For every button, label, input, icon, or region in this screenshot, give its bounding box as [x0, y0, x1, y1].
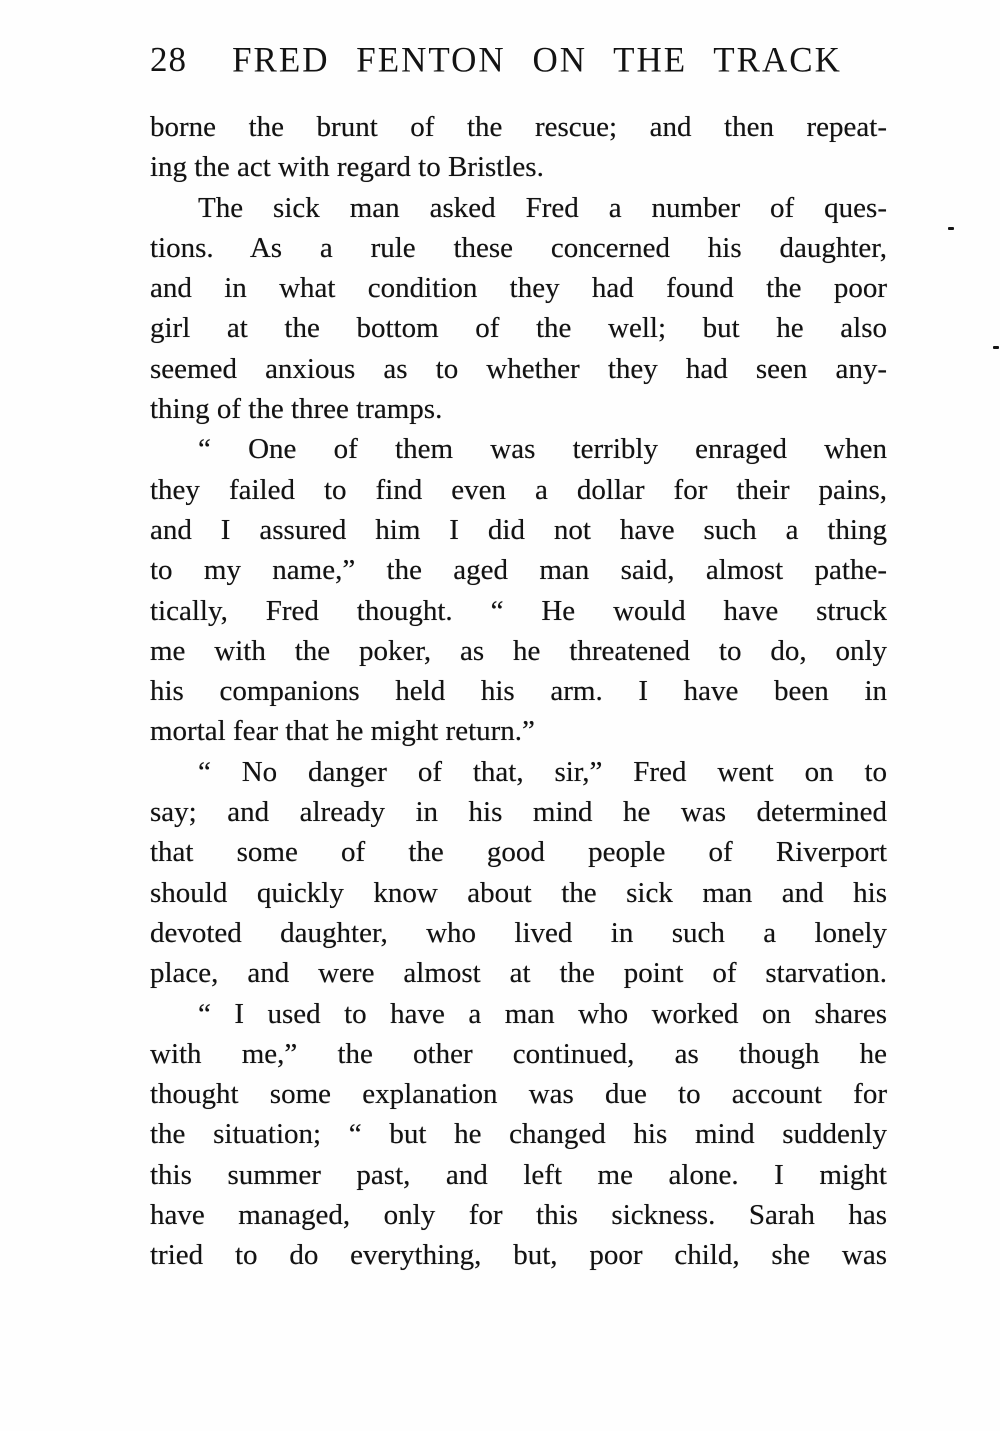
text-line: mortal fear that he might return.” [150, 715, 535, 748]
running-title: FRED FENTON ON THE TRACK [232, 39, 842, 80]
text-line: devoted daughter, who lived in such a lonely [150, 916, 887, 949]
text-line: tions. As a rule these concerned his daughter, [150, 231, 887, 264]
text-line: “ No danger of that, sir,” Fred went on to [198, 755, 887, 788]
text-line: me with the poker, as he threatened to do, only [150, 634, 887, 667]
body-text [150, 107, 887, 1276]
text-line: have managed, only for this sickness. Sarah has [150, 1199, 887, 1232]
scan-speck [993, 346, 999, 349]
text-line: they failed to find even a dollar for their pains, [150, 473, 887, 506]
text-line: thought some explanation was due to account for [150, 1078, 887, 1111]
paragraph [150, 107, 887, 188]
text-line: this summer past, and left me alone. I might [150, 1158, 887, 1191]
text-line: The sick man asked Fred a number of ques- [198, 191, 887, 224]
text-line: tried to do everything, but, poor child, she was [150, 1239, 887, 1272]
text-line: say; and already in his mind he was determined [150, 796, 887, 829]
text-line: to my name,” the aged man said, almost pathe- [150, 554, 887, 587]
text-line: place, and were almost at the point of starvation. [150, 957, 887, 990]
text-line: his companions held his arm. I have been in [150, 675, 887, 708]
text-line: the situation; “ but he changed his mind suddenly [150, 1118, 887, 1151]
text-line: and I assured him I did not have such a thing [150, 513, 887, 546]
paragraph [150, 188, 887, 430]
page-header [150, 39, 887, 80]
text-line: with me,” the other continued, as though he [150, 1037, 887, 1070]
text-line: girl at the bottom of the well; but he also [150, 312, 887, 345]
page-number: 28 [150, 40, 187, 79]
text-line: ing the act with regard to Bristles. [150, 151, 544, 184]
text-line: tically, Fred thought. “ He would have struck [150, 594, 887, 627]
text-line: should quickly know about the sick man and his [150, 876, 887, 909]
scan-speck [948, 227, 954, 230]
text-line: thing of the three tramps. [150, 393, 443, 426]
text-line: “ One of them was terribly enraged when [198, 433, 887, 466]
text-line: “ I used to have a man who worked on shares [198, 997, 887, 1030]
text-line: seemed anxious as to whether they had seen any- [150, 352, 887, 385]
paragraph [150, 752, 887, 994]
text-line: and in what condition they had found the poor [150, 272, 887, 305]
text-line: borne the brunt of the rescue; and then repeat- [150, 111, 887, 143]
paragraph [150, 429, 887, 751]
paragraph [150, 994, 887, 1276]
text-line: that some of the good people of Riverport [150, 836, 887, 869]
